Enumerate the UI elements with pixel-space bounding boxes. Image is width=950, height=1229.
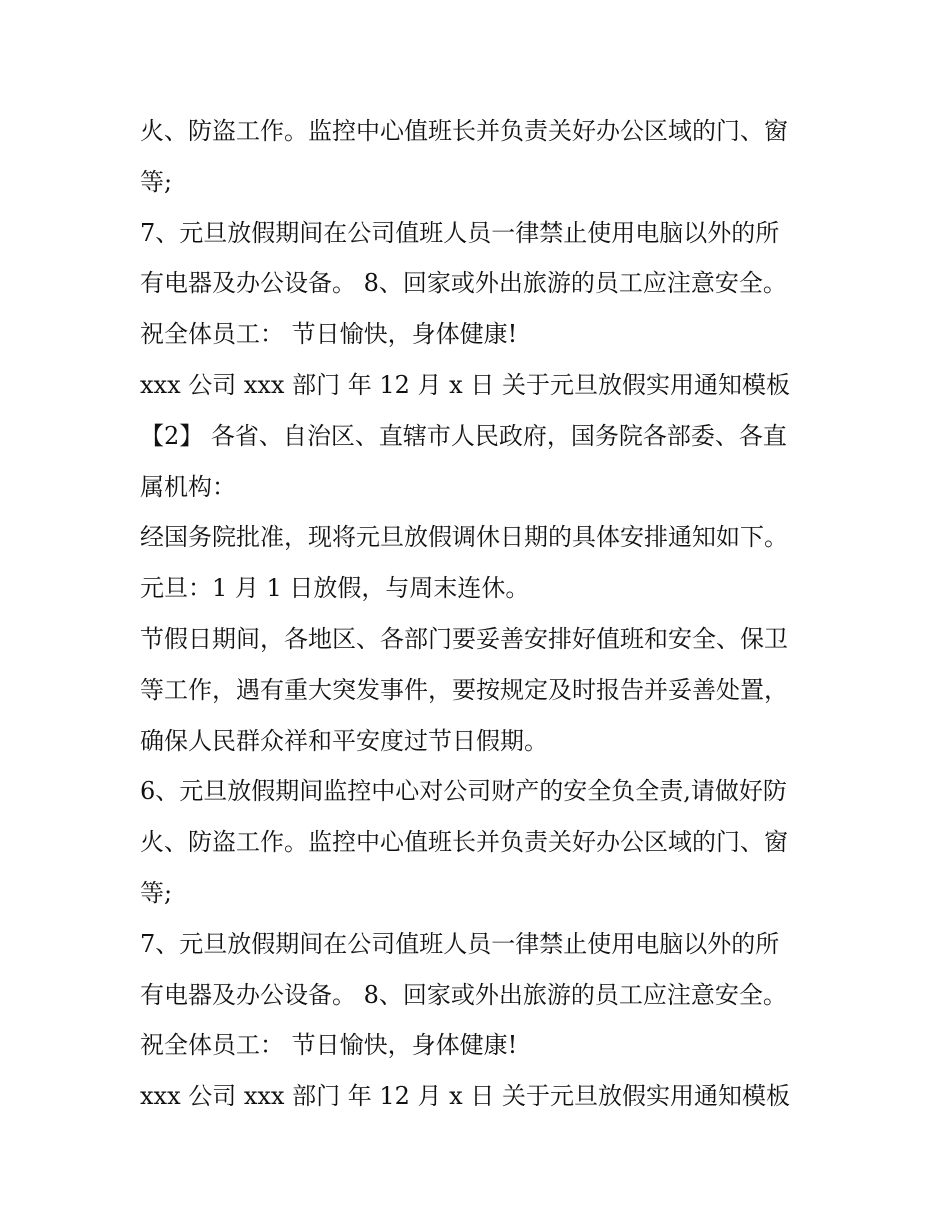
text-line: 火、防盗工作。监控中心值班长并负责关好办公区域的门、窗	[140, 117, 788, 145]
text-line: 等;	[140, 167, 173, 196]
text-line: 确保人民群众祥和平安度过节日假期。	[140, 726, 548, 755]
text-line: xxx 公司 xxx 部门 年 12 月 x 日 关于元旦放假实用通知模板	[140, 1082, 790, 1111]
text-line: 祝全体员工： 节日愉快，身体健康!	[140, 1031, 518, 1060]
text-line: xxx 公司 xxx 部门 年 12 月 x 日 关于元旦放假实用通知模板	[140, 370, 790, 399]
text-line: 6、元旦放假期间监控中心对公司财产的安全负全责,请做好防	[140, 777, 787, 806]
document-body	[140, 106, 830, 1122]
text-line: 经国务院批准，现将元旦放假调休日期的具体安排通知如下。	[140, 523, 788, 552]
text-line: 节假日期间，各地区、各部门要妥善安排好值班和安全、保卫	[140, 624, 788, 653]
text-line: 7、元旦放假期间在公司值班人员一律禁止使用电脑以外的所	[140, 218, 780, 247]
text-line: 等工作，遇有重大突发事件，要按规定及时报告并妥善处置，	[140, 675, 788, 704]
text-line: 【2】 各省、自治区、直辖市人民政府，国务院各部委、各直	[140, 421, 787, 450]
text-line: 有电器及办公设备。 8、回家或外出旅游的员工应注意安全。	[140, 269, 787, 298]
text-line: 火、防盗工作。监控中心值班长并负责关好办公区域的门、窗	[140, 828, 788, 857]
text-line: 等;	[140, 878, 173, 907]
text-line: 祝全体员工： 节日愉快，身体健康!	[140, 320, 518, 349]
text-line: 7、元旦放假期间在公司值班人员一律禁止使用电脑以外的所	[140, 929, 780, 958]
text-line: 属机构：	[140, 472, 236, 501]
text-line: 元旦：1 月 1 日放假，与周末连休。	[140, 574, 530, 603]
text-line: 有电器及办公设备。 8、回家或外出旅游的员工应注意安全。	[140, 980, 787, 1009]
